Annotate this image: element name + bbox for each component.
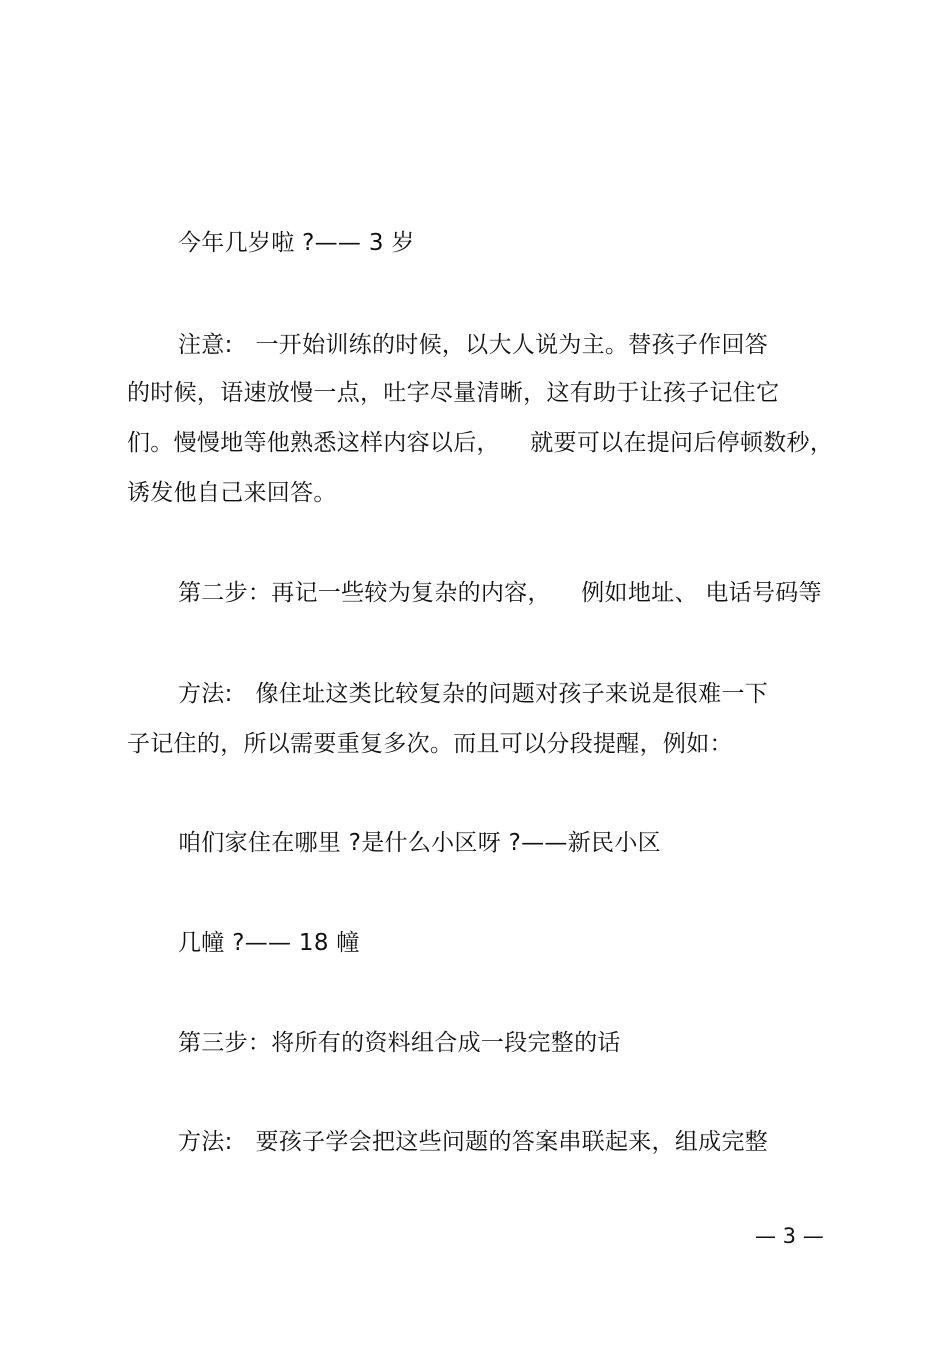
page-number: — 3 — bbox=[755, 1224, 824, 1248]
text-line: 方法: 像住址这类比较复杂的问题对孩子来说是很难一下 bbox=[178, 681, 769, 707]
text-line: 诱发他自己来回答。 bbox=[127, 480, 337, 506]
text-line: 方法: 要孩子学会把这些问题的答案串联起来，组成完整 bbox=[178, 1129, 769, 1155]
text-line: 今年几岁啦 ?—— 3 岁 bbox=[178, 230, 415, 256]
text-line: 第二步：再记一些较为复杂的内容， 例如地址、 电话号码等 bbox=[178, 580, 822, 606]
text-line: 几幢 ?—— 18 幢 bbox=[178, 930, 360, 956]
text-line: 咱们家住在哪里 ?是什么小区呀 ?——新民小区 bbox=[178, 830, 661, 856]
text-line: 们。慢慢地等他熟悉这样内容以后， 就要可以在提问后停顿数秒， bbox=[127, 430, 834, 456]
text-line: 子记住的，所以需要重复多次。而且可以分段提醒，例如： bbox=[127, 731, 733, 757]
text-line: 第三步：将所有的资料组合成一段完整的话 bbox=[178, 1030, 621, 1056]
text-line: 注意: 一开始训练的时候，以大人说为主。替孩子作回答 bbox=[178, 332, 769, 358]
text-line: 的时候，语速放慢一点，吐字尽量清晰，这有助于让孩子记住它 bbox=[127, 380, 780, 406]
